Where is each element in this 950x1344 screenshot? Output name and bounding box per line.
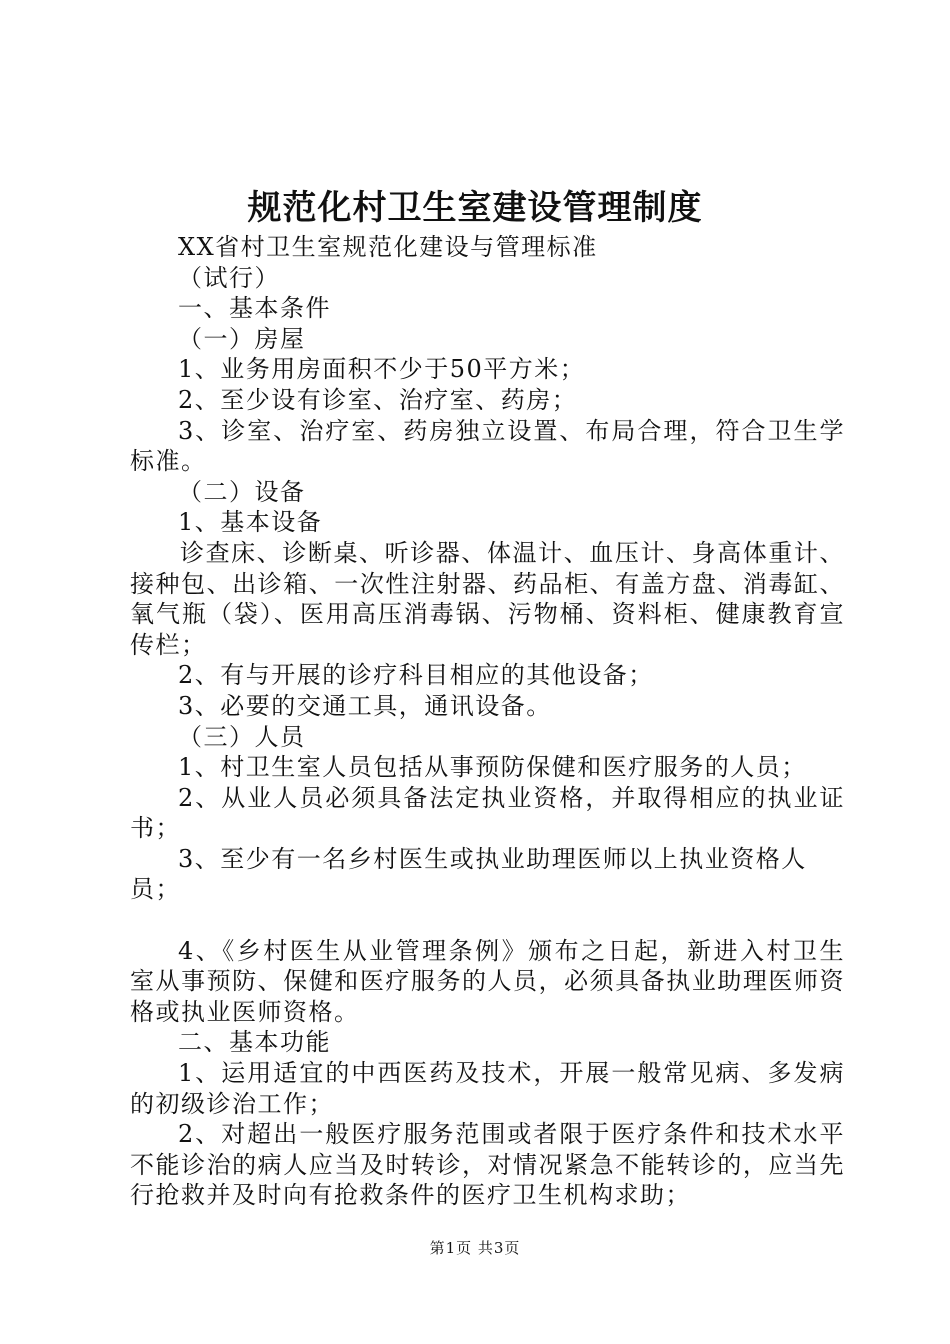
paragraph-personnel-1: 1、村卫生室人员包括从事预防保健和医疗服务的人员； bbox=[178, 753, 807, 782]
section-heading-basic-conditions: 一、基本条件 bbox=[178, 294, 331, 323]
section-heading-basic-functions: 二、基本功能 bbox=[178, 1028, 331, 1057]
paragraph-function-1: 1、运用适宜的中西医药及技术，开展一般常见病、多发病的初级诊治工作； bbox=[130, 1059, 845, 1118]
paragraph-equipment-3: 3、必要的交通工具，通讯设备。 bbox=[178, 691, 552, 720]
page-number-footer: 第1页 共3页 bbox=[429, 1239, 521, 1257]
paragraph-personnel-4: 4、《乡村医生从业管理条例》颁布之日起，新进入村卫生室从事预防、保健和医疗服务的人员，必须具备执业助理医师资格或执业医师资格。 bbox=[130, 936, 845, 1026]
paragraph-equipment-1: 1、基本设备 bbox=[178, 508, 323, 537]
paragraph-personnel-3: 3、至少有一名乡村医生或执业助理医师以上执业资格人员； bbox=[130, 844, 807, 904]
subsection-heading-personnel: （三）人员 bbox=[178, 722, 306, 751]
document-title: 规范化村卫生室建设管理制度 bbox=[247, 188, 703, 228]
paragraph-housing-3: 3、诊室、治疗室、药房独立设置、布局合理，符合卫生学标准。 bbox=[130, 416, 845, 476]
subsection-heading-equipment: （二）设备 bbox=[178, 477, 306, 506]
paragraph-function-2: 2、对超出一般医疗服务范围或者限于医疗条件和技术水平不能诊治的病人应当及时转诊，对情况紧急不能转诊的，应当先行抢救并及时向有抢救条件的医疗卫生机构求助； bbox=[130, 1120, 845, 1210]
subsection-heading-housing: （一）房屋 bbox=[178, 324, 306, 353]
document-body bbox=[130, 232, 845, 1211]
paragraph-personnel-2: 2、从业人员必须具备法定执业资格，并取得相应的执业证书； bbox=[130, 783, 845, 843]
paragraph-housing-1: 1、业务用房面积不少于50平方米； bbox=[178, 355, 586, 384]
paragraph-equipment-2: 2、有与开展的诊疗科目相应的其他设备； bbox=[178, 661, 654, 690]
blank-line bbox=[130, 905, 845, 936]
paragraph-trial-note: （试行） bbox=[178, 263, 280, 292]
paragraph-standard-name: XX省村卫生室规范化建设与管理标准 bbox=[178, 233, 598, 261]
paragraph-equipment-list: 诊查床、诊断桌、听诊器、体温计、血压计、身高体重计、接种包、出诊箱、一次性注射器、药品柜、有盖方盘、消毒缸、氧气瓶（袋）、医用高压消毒锅、污物桶、资料柜、健康教育宣传栏； bbox=[130, 538, 845, 659]
paragraph-housing-2: 2、至少设有诊室、治疗室、药房； bbox=[178, 385, 578, 414]
